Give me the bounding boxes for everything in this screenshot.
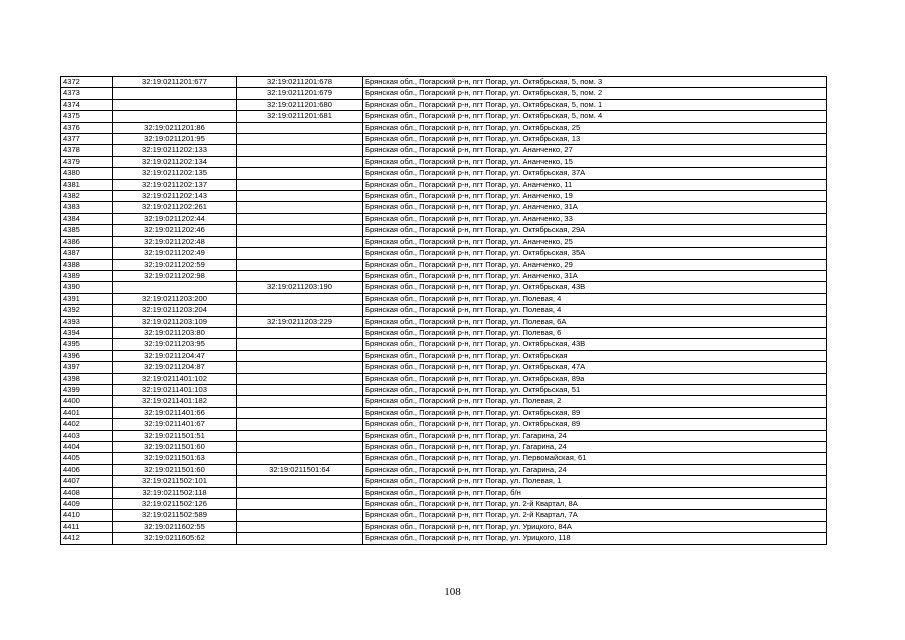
- related-cadastral-number-cell: [237, 305, 363, 316]
- row-number: 4372: [61, 77, 113, 88]
- row-number: 4404: [61, 442, 113, 453]
- cadastral-number-cell: 32:19:0211202:143: [113, 191, 237, 202]
- table-row: [61, 327, 827, 338]
- related-cadastral-number-cell: [237, 350, 363, 361]
- cadastral-number-cell: [113, 111, 237, 122]
- table-row: [61, 122, 827, 133]
- row-number: 4377: [61, 134, 113, 145]
- table-row: [61, 99, 827, 110]
- cadastral-number-cell: 32:19:0211401:182: [113, 396, 237, 407]
- cadastral-number-cell: 32:19:0211202:46: [113, 225, 237, 236]
- table-row: [61, 533, 827, 544]
- related-cadastral-number-cell: [237, 248, 363, 259]
- address-cell: Брянская обл., Погарский р-н, пгт Погар, ул. Ананченко, 15: [363, 156, 827, 167]
- related-cadastral-number-cell: 32:19:0211201:681: [237, 111, 363, 122]
- cadastral-number-cell: 32:19:0211202:261: [113, 202, 237, 213]
- related-cadastral-number-cell: [237, 134, 363, 145]
- table-row: [61, 282, 827, 293]
- cadastral-number-cell: 32:19:0211202:49: [113, 248, 237, 259]
- related-cadastral-number-cell: [237, 453, 363, 464]
- cadastral-number-cell: 32:19:0211401:102: [113, 373, 237, 384]
- related-cadastral-number-cell: 32:19:0211201:679: [237, 88, 363, 99]
- cadastral-number-cell: 32:19:0211202:59: [113, 259, 237, 270]
- related-cadastral-number-cell: [237, 191, 363, 202]
- table-row: [61, 168, 827, 179]
- table-row: [61, 145, 827, 156]
- address-cell: Брянская обл., Погарский р-н, пгт Погар, ул. Октябрьская, 47А: [363, 362, 827, 373]
- cadastral-number-cell: 32:19:0211202:135: [113, 168, 237, 179]
- row-number: 4387: [61, 248, 113, 259]
- row-number: 4378: [61, 145, 113, 156]
- related-cadastral-number-cell: [237, 213, 363, 224]
- related-cadastral-number-cell: [237, 225, 363, 236]
- related-cadastral-number-cell: [237, 327, 363, 338]
- row-number: 4407: [61, 476, 113, 487]
- row-number: 4405: [61, 453, 113, 464]
- related-cadastral-number-cell: [237, 476, 363, 487]
- row-number: 4399: [61, 384, 113, 395]
- table-row: [61, 248, 827, 259]
- address-cell: Брянская обл., Погарский р-н, пгт Погар, ул. Ананченко, 31А: [363, 270, 827, 281]
- cadastral-number-cell: 32:19:0211502:126: [113, 499, 237, 510]
- table-row: [61, 305, 827, 316]
- address-cell: Брянская обл., Погарский р-н, пгт Погар, ул. Октябрьская, 35А: [363, 248, 827, 259]
- related-cadastral-number-cell: [237, 236, 363, 247]
- address-cell: Брянская обл., Погарский р-н, пгт Погар, ул. Ананченко, 19: [363, 191, 827, 202]
- table-row: [61, 453, 827, 464]
- table-row: [61, 407, 827, 418]
- table-row: [61, 179, 827, 190]
- related-cadastral-number-cell: [237, 339, 363, 350]
- row-number: 4400: [61, 396, 113, 407]
- table-row: [61, 293, 827, 304]
- row-number: 4383: [61, 202, 113, 213]
- address-cell: Брянская обл., Погарский р-н, пгт Погар, ул. Ананченко, 27: [363, 145, 827, 156]
- row-number: 4411: [61, 521, 113, 532]
- related-cadastral-number-cell: [237, 145, 363, 156]
- row-number: 4389: [61, 270, 113, 281]
- table-row: [61, 464, 827, 475]
- cadastral-number-cell: 32:19:0211501:60: [113, 442, 237, 453]
- row-number: 4406: [61, 464, 113, 475]
- related-cadastral-number-cell: [237, 156, 363, 167]
- related-cadastral-number-cell: [237, 202, 363, 213]
- cadastral-number-cell: 32:19:0211501:60: [113, 464, 237, 475]
- address-cell: Брянская обл., Погарский р-н, пгт Погар, ул. Октябрьская, 25: [363, 122, 827, 133]
- row-number: 4380: [61, 168, 113, 179]
- table-row: [61, 396, 827, 407]
- address-cell: Брянская обл., Погарский р-н, пгт Погар, ул. Полевая, 4: [363, 293, 827, 304]
- related-cadastral-number-cell: [237, 442, 363, 453]
- table-row: [61, 350, 827, 361]
- row-number: 4391: [61, 293, 113, 304]
- table-body: [61, 77, 827, 545]
- address-cell: Брянская обл., Погарский р-н, пгт Погар, ул. Октябрьская, 51: [363, 384, 827, 395]
- row-number: 4381: [61, 179, 113, 190]
- page-number: 108: [444, 586, 461, 598]
- address-cell: Брянская обл., Погарский р-н, пгт Погар, ул. Октябрьская, 5, пом. 4: [363, 111, 827, 122]
- cadastral-number-cell: [113, 99, 237, 110]
- address-cell: Брянская обл., Погарский р-н, пгт Погар, ул. Гагарина, 24: [363, 430, 827, 441]
- address-cell: Брянская обл., Погарский р-н, пгт Погар, ул. 2-й Квартал, 7А: [363, 510, 827, 521]
- related-cadastral-number-cell: 32:19:0211501:64: [237, 464, 363, 475]
- row-number: 4382: [61, 191, 113, 202]
- row-number: 4388: [61, 259, 113, 270]
- table-row: [61, 156, 827, 167]
- address-cell: Брянская обл., Погарский р-н, пгт Погар, ул. Октябрьская, 5, пом. 2: [363, 88, 827, 99]
- related-cadastral-number-cell: [237, 533, 363, 544]
- cadastral-number-cell: 32:19:0211203:95: [113, 339, 237, 350]
- related-cadastral-number-cell: [237, 168, 363, 179]
- address-cell: Брянская обл., Погарский р-н, пгт Погар, ул. Полевая, 4: [363, 305, 827, 316]
- table-row: [61, 88, 827, 99]
- row-number: 4410: [61, 510, 113, 521]
- related-cadastral-number-cell: [237, 270, 363, 281]
- address-cell: Брянская обл., Погарский р-н, пгт Погар, ул. Октябрьская, 5, пом. 1: [363, 99, 827, 110]
- address-cell: Брянская обл., Погарский р-н, пгт Погар, ул. Октябрьская, 37А: [363, 168, 827, 179]
- table-row: [61, 259, 827, 270]
- table-row: [61, 476, 827, 487]
- table-row: [61, 316, 827, 327]
- address-cell: Брянская обл., Погарский р-н, пгт Погар, ул. Урицкого, 118: [363, 533, 827, 544]
- address-cell: Брянская обл., Погарский р-н, пгт Погар, ул. Октябрьская, 43В: [363, 339, 827, 350]
- row-number: 4392: [61, 305, 113, 316]
- related-cadastral-number-cell: [237, 362, 363, 373]
- row-number: 4394: [61, 327, 113, 338]
- address-cell: Брянская обл., Погарский р-н, пгт Погар, ул. 2-й Квартал, 8А: [363, 499, 827, 510]
- row-number: 4374: [61, 99, 113, 110]
- address-cell: Брянская обл., Погарский р-н, пгт Погар, ул. Октябрьская, 43В: [363, 282, 827, 293]
- row-number: 4402: [61, 419, 113, 430]
- row-number: 4397: [61, 362, 113, 373]
- table-row: [61, 236, 827, 247]
- table-row: [61, 384, 827, 395]
- address-cell: Брянская обл., Погарский р-н, пгт Погар, ул. Октябрьская, 89а: [363, 373, 827, 384]
- cadastral-number-cell: 32:19:0211501:63: [113, 453, 237, 464]
- address-cell: Брянская обл., Погарский р-н, пгт Погар, ул. Октябрьская, 13: [363, 134, 827, 145]
- cadastral-number-cell: 32:19:0211202:44: [113, 213, 237, 224]
- cadastral-number-cell: 32:19:0211203:204: [113, 305, 237, 316]
- table-row: [61, 521, 827, 532]
- cadastral-number-cell: [113, 88, 237, 99]
- row-number: 4396: [61, 350, 113, 361]
- address-cell: Брянская обл., Погарский р-н, пгт Погар, ул. Первомайская, 61: [363, 453, 827, 464]
- table-row: [61, 373, 827, 384]
- row-number: 4373: [61, 88, 113, 99]
- related-cadastral-number-cell: 32:19:0211201:680: [237, 99, 363, 110]
- table-row: [61, 510, 827, 521]
- related-cadastral-number-cell: 32:19:0211203:229: [237, 316, 363, 327]
- row-number: 4385: [61, 225, 113, 236]
- related-cadastral-number-cell: [237, 384, 363, 395]
- related-cadastral-number-cell: [237, 373, 363, 384]
- address-cell: Брянская обл., Погарский р-н, пгт Погар, ул. Ананченко, 29: [363, 259, 827, 270]
- address-cell: Брянская обл., Погарский р-н, пгт Погар, ул. Ананченко, 25: [363, 236, 827, 247]
- related-cadastral-number-cell: [237, 179, 363, 190]
- address-cell: Брянская обл., Погарский р-н, пгт Погар, ул. Ананченко, 33: [363, 213, 827, 224]
- cadastral-number-cell: 32:19:0211401:66: [113, 407, 237, 418]
- row-number: 4384: [61, 213, 113, 224]
- row-number: 4376: [61, 122, 113, 133]
- table-row: [61, 442, 827, 453]
- table-row: [61, 487, 827, 498]
- cadastral-number-cell: 32:19:0211203:80: [113, 327, 237, 338]
- cadastral-number-cell: 32:19:0211401:103: [113, 384, 237, 395]
- cadastral-number-cell: 32:19:0211202:137: [113, 179, 237, 190]
- row-number: 4403: [61, 430, 113, 441]
- related-cadastral-number-cell: [237, 510, 363, 521]
- address-cell: Брянская обл., Погарский р-н, пгт Погар, ул. Ананченко, 31А: [363, 202, 827, 213]
- table-row: [61, 111, 827, 122]
- address-cell: Брянская обл., Погарский р-н, пгт Погар, ул. Урицкого, 84А: [363, 521, 827, 532]
- address-cell: Брянская обл., Погарский р-н, пгт Погар, ул. Гагарина, 24: [363, 442, 827, 453]
- related-cadastral-number-cell: [237, 407, 363, 418]
- row-number: 4412: [61, 533, 113, 544]
- related-cadastral-number-cell: [237, 293, 363, 304]
- row-number: 4375: [61, 111, 113, 122]
- row-number: 4390: [61, 282, 113, 293]
- table-row: [61, 202, 827, 213]
- table-row: [61, 362, 827, 373]
- table-row: [61, 419, 827, 430]
- row-number: 4395: [61, 339, 113, 350]
- related-cadastral-number-cell: [237, 521, 363, 532]
- related-cadastral-number-cell: [237, 487, 363, 498]
- cadastral-number-cell: 32:19:0211202:48: [113, 236, 237, 247]
- address-cell: Брянская обл., Погарский р-н, пгт Погар, ул. Октябрьская, 29А: [363, 225, 827, 236]
- address-cell: Брянская обл., Погарский р-н, пгт Погар, ул. Полевая, 6А: [363, 316, 827, 327]
- cadastral-number-cell: 32:19:0211502:589: [113, 510, 237, 521]
- address-cell: Брянская обл., Погарский р-н, пгт Погар, ул. Полевая, 1: [363, 476, 827, 487]
- related-cadastral-number-cell: [237, 499, 363, 510]
- cadastral-number-cell: 32:19:0211502:101: [113, 476, 237, 487]
- table-row: [61, 430, 827, 441]
- table-row: [61, 134, 827, 145]
- table-row: [61, 499, 827, 510]
- related-cadastral-number-cell: 32:19:0211201:678: [237, 77, 363, 88]
- cadastral-number-cell: 32:19:0211202:134: [113, 156, 237, 167]
- table-row: [61, 270, 827, 281]
- property-registry-table: [60, 76, 827, 545]
- address-cell: Брянская обл., Погарский р-н, пгт Погар, б/н: [363, 487, 827, 498]
- table-row: [61, 191, 827, 202]
- address-cell: Брянская обл., Погарский р-н, пгт Погар, ул. Октябрьская, 89: [363, 419, 827, 430]
- cadastral-number-cell: 32:19:0211401:67: [113, 419, 237, 430]
- cadastral-number-cell: 32:19:0211602:55: [113, 521, 237, 532]
- cadastral-number-cell: 32:19:0211501:51: [113, 430, 237, 441]
- cadastral-number-cell: 32:19:0211203:109: [113, 316, 237, 327]
- cadastral-number-cell: [113, 282, 237, 293]
- row-number: 4379: [61, 156, 113, 167]
- address-cell: Брянская обл., Погарский р-н, пгт Погар, ул. Октябрьская, 89: [363, 407, 827, 418]
- cadastral-number-cell: 32:19:0211502:118: [113, 487, 237, 498]
- related-cadastral-number-cell: [237, 430, 363, 441]
- related-cadastral-number-cell: [237, 259, 363, 270]
- table-row: [61, 225, 827, 236]
- cadastral-number-cell: 32:19:0211204:87: [113, 362, 237, 373]
- cadastral-number-cell: 32:19:0211203:200: [113, 293, 237, 304]
- cadastral-number-cell: 32:19:0211201:86: [113, 122, 237, 133]
- address-cell: Брянская обл., Погарский р-н, пгт Погар, ул. Октябрьская: [363, 350, 827, 361]
- address-cell: Брянская обл., Погарский р-н, пгт Погар, ул. Ананченко, 11: [363, 179, 827, 190]
- address-cell: Брянская обл., Погарский р-н, пгт Погар, ул. Полевая, 2: [363, 396, 827, 407]
- cadastral-number-cell: 32:19:0211201:95: [113, 134, 237, 145]
- cadastral-number-cell: 32:19:0211204:47: [113, 350, 237, 361]
- row-number: 4398: [61, 373, 113, 384]
- row-number: 4401: [61, 407, 113, 418]
- row-number: 4409: [61, 499, 113, 510]
- row-number: 4408: [61, 487, 113, 498]
- cadastral-number-cell: 32:19:0211202:133: [113, 145, 237, 156]
- table-row: [61, 213, 827, 224]
- address-cell: Брянская обл., Погарский р-н, пгт Погар, ул. Октябрьская, 5, пом. 3: [363, 77, 827, 88]
- address-cell: Брянская обл., Погарский р-н, пгт Погар, ул. Полевая, 6: [363, 327, 827, 338]
- row-number: 4386: [61, 236, 113, 247]
- table-row: [61, 77, 827, 88]
- cadastral-number-cell: 32:19:0211201:677: [113, 77, 237, 88]
- cadastral-number-cell: 32:19:0211605:62: [113, 533, 237, 544]
- related-cadastral-number-cell: [237, 122, 363, 133]
- related-cadastral-number-cell: [237, 396, 363, 407]
- address-cell: Брянская обл., Погарский р-н, пгт Погар, ул. Гагарина, 24: [363, 464, 827, 475]
- related-cadastral-number-cell: [237, 419, 363, 430]
- row-number: 4393: [61, 316, 113, 327]
- cadastral-number-cell: 32:19:0211202:98: [113, 270, 237, 281]
- related-cadastral-number-cell: 32:19:0211203:190: [237, 282, 363, 293]
- table-row: [61, 339, 827, 350]
